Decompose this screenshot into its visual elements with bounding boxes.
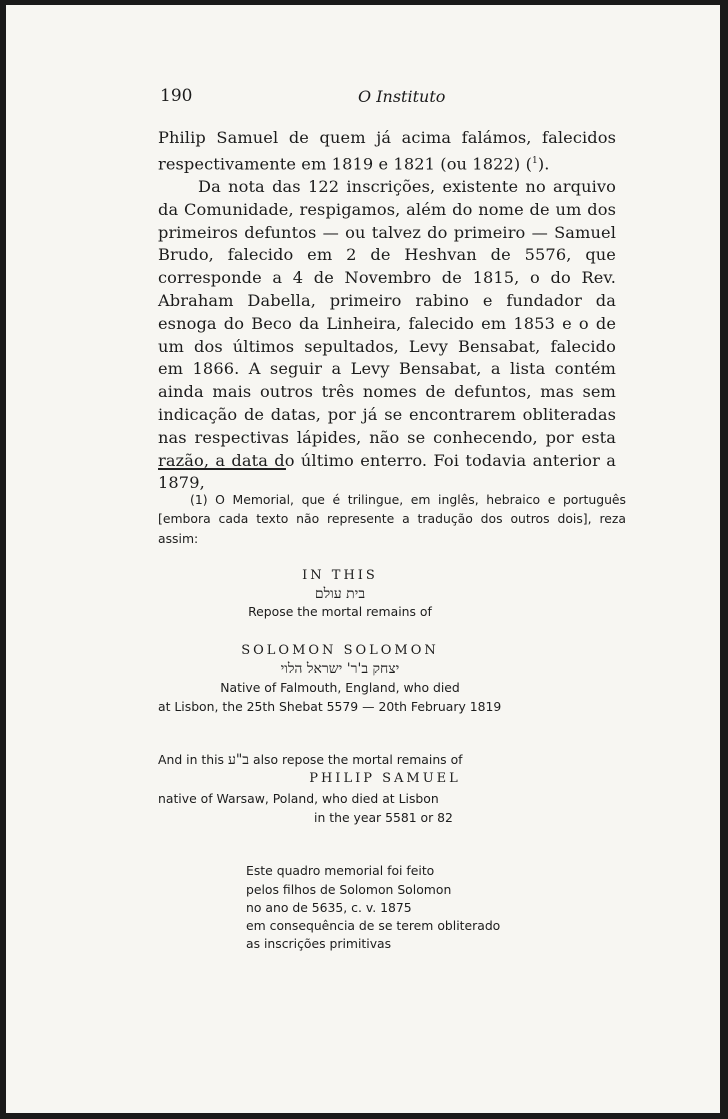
also-prefix: And in this [158, 752, 224, 767]
footnote-marker: (1) [190, 492, 208, 507]
main-text [158, 127, 616, 495]
running-title: O Instituto [358, 87, 446, 106]
inscription-native-2a: native of Warsaw, Poland, who died at Lisbon [158, 791, 439, 806]
inscription-repose-1: Repose the mortal remains of [248, 604, 432, 619]
footnote-ref: 1 [532, 155, 538, 166]
inscription-native-1a: Native of Falmouth, England, who died [220, 680, 460, 695]
paragraph-2: Da nota das 122 inscrições, existente no arquivo da Comunidade, respigamos, além do nome de um dos primeiros defuntos — ou talvez do primeiro — Samuel Brudo, falecido em 2 de Heshvan de 5576, que corresponde a 4 de Novembro de 1815, o do Rev. Abraham Dabella, primeiro rabino e fundador da esnoga do Beco da Linheira, falecido em 1853 e o de um dos últimos sepultados, Levy Bensabat, falecido em 1866. A seguir a Levy Bensabat, a lista contém ainda mais outros três nomes de defuntos, mas sem indicação de datas, por já se encontrarem obliteradas nas respectivas lápides, não se conhecendo, por esta razão, a data do último enterro. Foi todavia anterior a 1879, [158, 176, 616, 493]
inscription-native-2b: in the year 5581 or 82 [314, 810, 453, 825]
closing-line-3: no ano de 5635, c. v. 1875 [246, 900, 412, 915]
closing-line-1: Este quadro memorial foi feito [246, 863, 435, 878]
also-hebrew: ב"ע [227, 752, 250, 768]
inscription-name-2: PHILIP SAMUEL [309, 771, 461, 786]
inscription-native-1b: at Lisbon, the 25th Shebat 5579 — 20th February 1819 [158, 699, 502, 714]
inscription-hebrew-1: בית עולם [314, 586, 366, 602]
page-header [158, 84, 613, 110]
closing-line-5: as inscrições primitivas [246, 936, 392, 951]
closing-line-2: pelos filhos de Solomon Solomon [246, 882, 452, 897]
paragraph-1: Philip Samuel de quem já acima falámos, falecidos respectivamente em 1819 e 1821 (ou 1822) ($^1$). [158, 128, 616, 174]
page-number: 190 [160, 86, 193, 106]
footnote [158, 490, 626, 548]
inscription-in-this: IN THIS [302, 568, 378, 583]
footnote-text: O Memorial, que é trilingue, em inglês, hebraico e português [embora cada texto não represente a tradução dos outros dois], reza assim: [158, 492, 626, 546]
paragraph-1-end: . [544, 154, 550, 174]
inscription-also-line [158, 752, 463, 769]
closing-line-4: em consequência de se terem obliterado [246, 918, 501, 933]
paragraph-1-text: Philip Samuel de quem já acima falámos, falecidos respectivamente em 1819 e 1821 (ou 1822) [158, 128, 616, 174]
also-suffix: also repose the mortal remains of [253, 752, 463, 767]
footnote-paragraph [158, 490, 626, 548]
footnote-rule [158, 468, 286, 470]
inscription-hebrew-2: יצחק ב'ר' ישראל הלוי [280, 661, 400, 677]
inscription-name-1: SOLOMON SOLOMON [241, 643, 439, 658]
